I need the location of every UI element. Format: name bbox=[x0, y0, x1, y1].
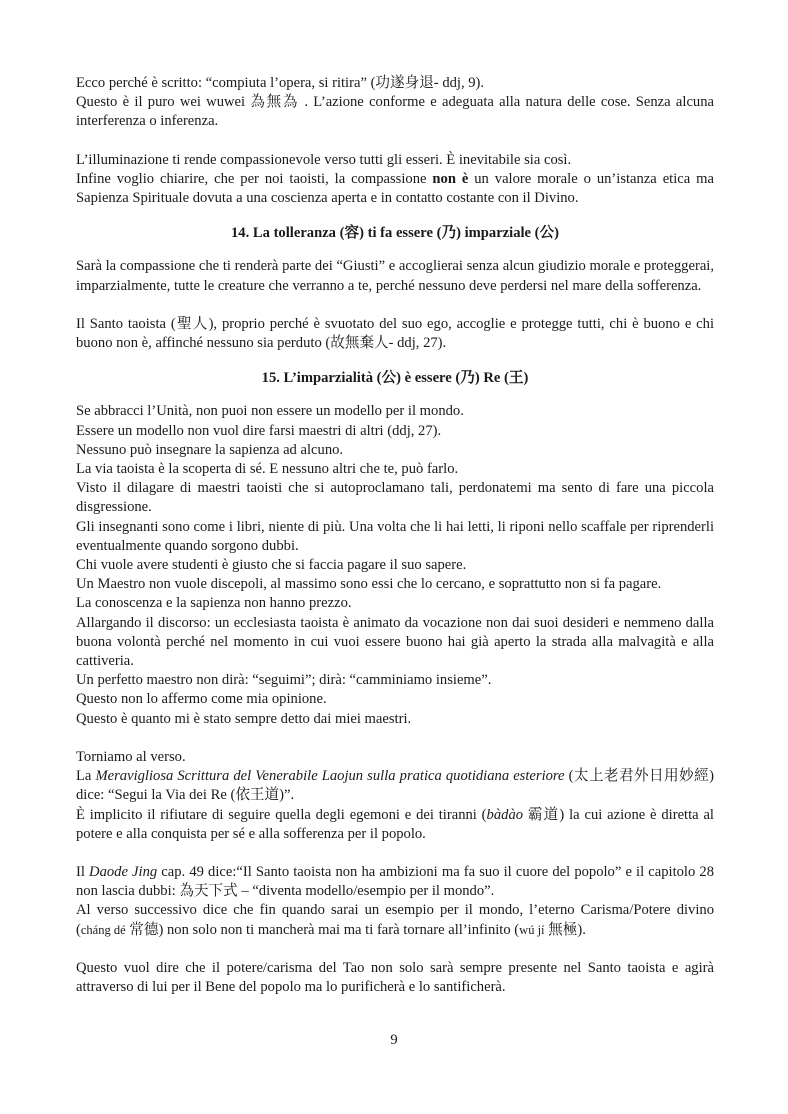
text-span: La bbox=[76, 768, 96, 785]
text-span: (太上老君外日用妙經) dice: “Segui la Via dei Re (依王道)”. bbox=[76, 768, 714, 804]
section-15-line: Un Maestro non vuole discepoli, al massimo sono essi che lo cercano, e soprattutto non si fa pagare. bbox=[76, 576, 662, 593]
section-15-line: Nessuno può insegnare la sapienza ad alcuno. bbox=[76, 441, 344, 458]
section-15-line: Visto il dilagare di maestri taoisti che si autoproclamano tali, perdonatemi ma sento di fare una piccola disgressione. bbox=[76, 480, 714, 516]
verse-citation bbox=[76, 767, 714, 805]
verse-intro: Torniamo al verso. bbox=[76, 748, 186, 765]
italic-title: Meravigliosa Scrittura del Venerabile Laojun sulla pratica quotidiana esteriore bbox=[95, 768, 565, 785]
pinyin-term: cháng dé bbox=[80, 922, 126, 937]
verse-2-paragraph bbox=[76, 901, 714, 939]
text-span: Al verso successivo dice che fin quando sarai un esempio per il mondo, l’eterno Carisma/Potere divino ( bbox=[76, 902, 714, 938]
italic-title: Daode Jing bbox=[89, 863, 158, 880]
section-15-line: La via taoista è la scoperta di sé. E nessuno altri che te, può farlo. bbox=[76, 461, 459, 478]
section-15-line: Questo è quanto mi è stato sempre detto dai miei maestri. bbox=[76, 710, 412, 727]
section-15-line: La conoscenza e la sapienza non hanno prezzo. bbox=[76, 595, 352, 612]
section-14-paragraph-1: Sarà la compassione che ti renderà parte dei “Giusti” e accoglierai senza alcun giudizio morale e proteggerai, imparzialmente, tutte le creature che verranno a te, perché nessuno deve perdersi nel mare della sofferenza. bbox=[76, 258, 714, 294]
paragraph-intro-2: Questo è il puro wei wuwei 為無為 . L’azione conforme e adeguata alla natura delle cose. Senza alcuna interferenza o inferenza. bbox=[76, 94, 714, 130]
paragraph-intro-3: L’illuminazione ti rende compassionevole verso tutti gli esseri. È inevitabile sia così. bbox=[76, 151, 572, 168]
bold-text: non è bbox=[432, 170, 469, 187]
document-page bbox=[76, 74, 714, 997]
daode-paragraph bbox=[76, 863, 714, 901]
text-span: cap. 49 dice:“Il Santo taoista non ha ambizioni ma fa suo il cuore del popolo” e il capitolo 28 non lascia dubbi: 為天下式 – “diventa modello/esempio per il mondo”. bbox=[76, 863, 714, 900]
page-number: 9 bbox=[390, 1032, 398, 1048]
section-15-heading: 15. L’imparzialità (公) è essere (乃) Re (王) bbox=[261, 370, 529, 387]
section-15-line: Chi vuole avere studenti è giusto che si faccia pagare il suo sapere. bbox=[76, 557, 467, 574]
section-14-heading: 14. La tolleranza (容) ti fa essere (乃) imparziale (公) bbox=[231, 225, 559, 242]
text-span: 無極). bbox=[544, 921, 586, 938]
text-span: È implicito il rifiutare di seguire quella degli egemoni e dei tiranni ( bbox=[76, 806, 487, 823]
section-15-line: Questo non lo affermo come mia opinione. bbox=[76, 691, 327, 708]
italic-term: bàdào bbox=[486, 806, 524, 823]
section-15-line: Gli insegnanti sono come i libri, niente di più. Una volta che li hai letti, li riponi nello scaffale per riprenderli eventualmente quando sorgono dubbi. bbox=[76, 518, 714, 554]
section-14-paragraph-2: Il Santo taoista (聖人), proprio perché è svuotato del suo ego, accoglie e protegge tutti, chi è buono e chi buono non è, affinché nessuno sia perduto (故無棄人- ddj, 27). bbox=[76, 315, 714, 352]
section-15-line: Un perfetto maestro non dirà: “seguimi”; dirà: “camminiamo insieme”. bbox=[76, 672, 492, 689]
section-15-line: Se abbracci l’Unità, non puoi non essere un modello per il mondo. bbox=[76, 403, 464, 420]
text-span: 霸道) la cui azione è diretta al potere e alla conquista per sé e alla sofferenza per il popolo. bbox=[76, 806, 714, 842]
section-15-line: Essere un modello non vuol dire farsi maestri di altri (ddj, 27). bbox=[76, 422, 442, 439]
pinyin-term: wú jí bbox=[519, 922, 545, 937]
text-span: Infine voglio chiarire, che per noi taoisti, la compassione bbox=[76, 170, 433, 187]
paragraph-intro-4 bbox=[76, 170, 714, 208]
paragraph-intro-1: Ecco perché è scritto: “compiuta l’opera, si ritira” (功遂身退- ddj, 9). bbox=[76, 75, 485, 91]
closing-paragraph: Questo vuol dire che il potere/carisma del Tao non solo sarà sempre presente nel Santo taoista e agirà attraverso di lui per il Bene del popolo ma lo purificherà e lo santificherà. bbox=[76, 959, 714, 995]
text-span: un valore morale o un’istanza etica ma Sapienza Spirituale dovuta a una coscienza aperta e in contatto costante con il Divino. bbox=[76, 170, 714, 207]
implicit-paragraph bbox=[76, 806, 714, 844]
section-15-line: Allargando il discorso: un ecclesiasta taoista è animato da vocazione non dai suoi desideri e nemmeno dalla buona volontà perché nel momento in cui vuoi essere buono hai già aperto la strada alla malvagità e alla cattiveria. bbox=[76, 614, 714, 670]
text-span: 常德) non solo non ti mancherà mai ma ti farà tornare all’infinito ( bbox=[125, 921, 520, 938]
text-span: Il bbox=[76, 863, 90, 880]
